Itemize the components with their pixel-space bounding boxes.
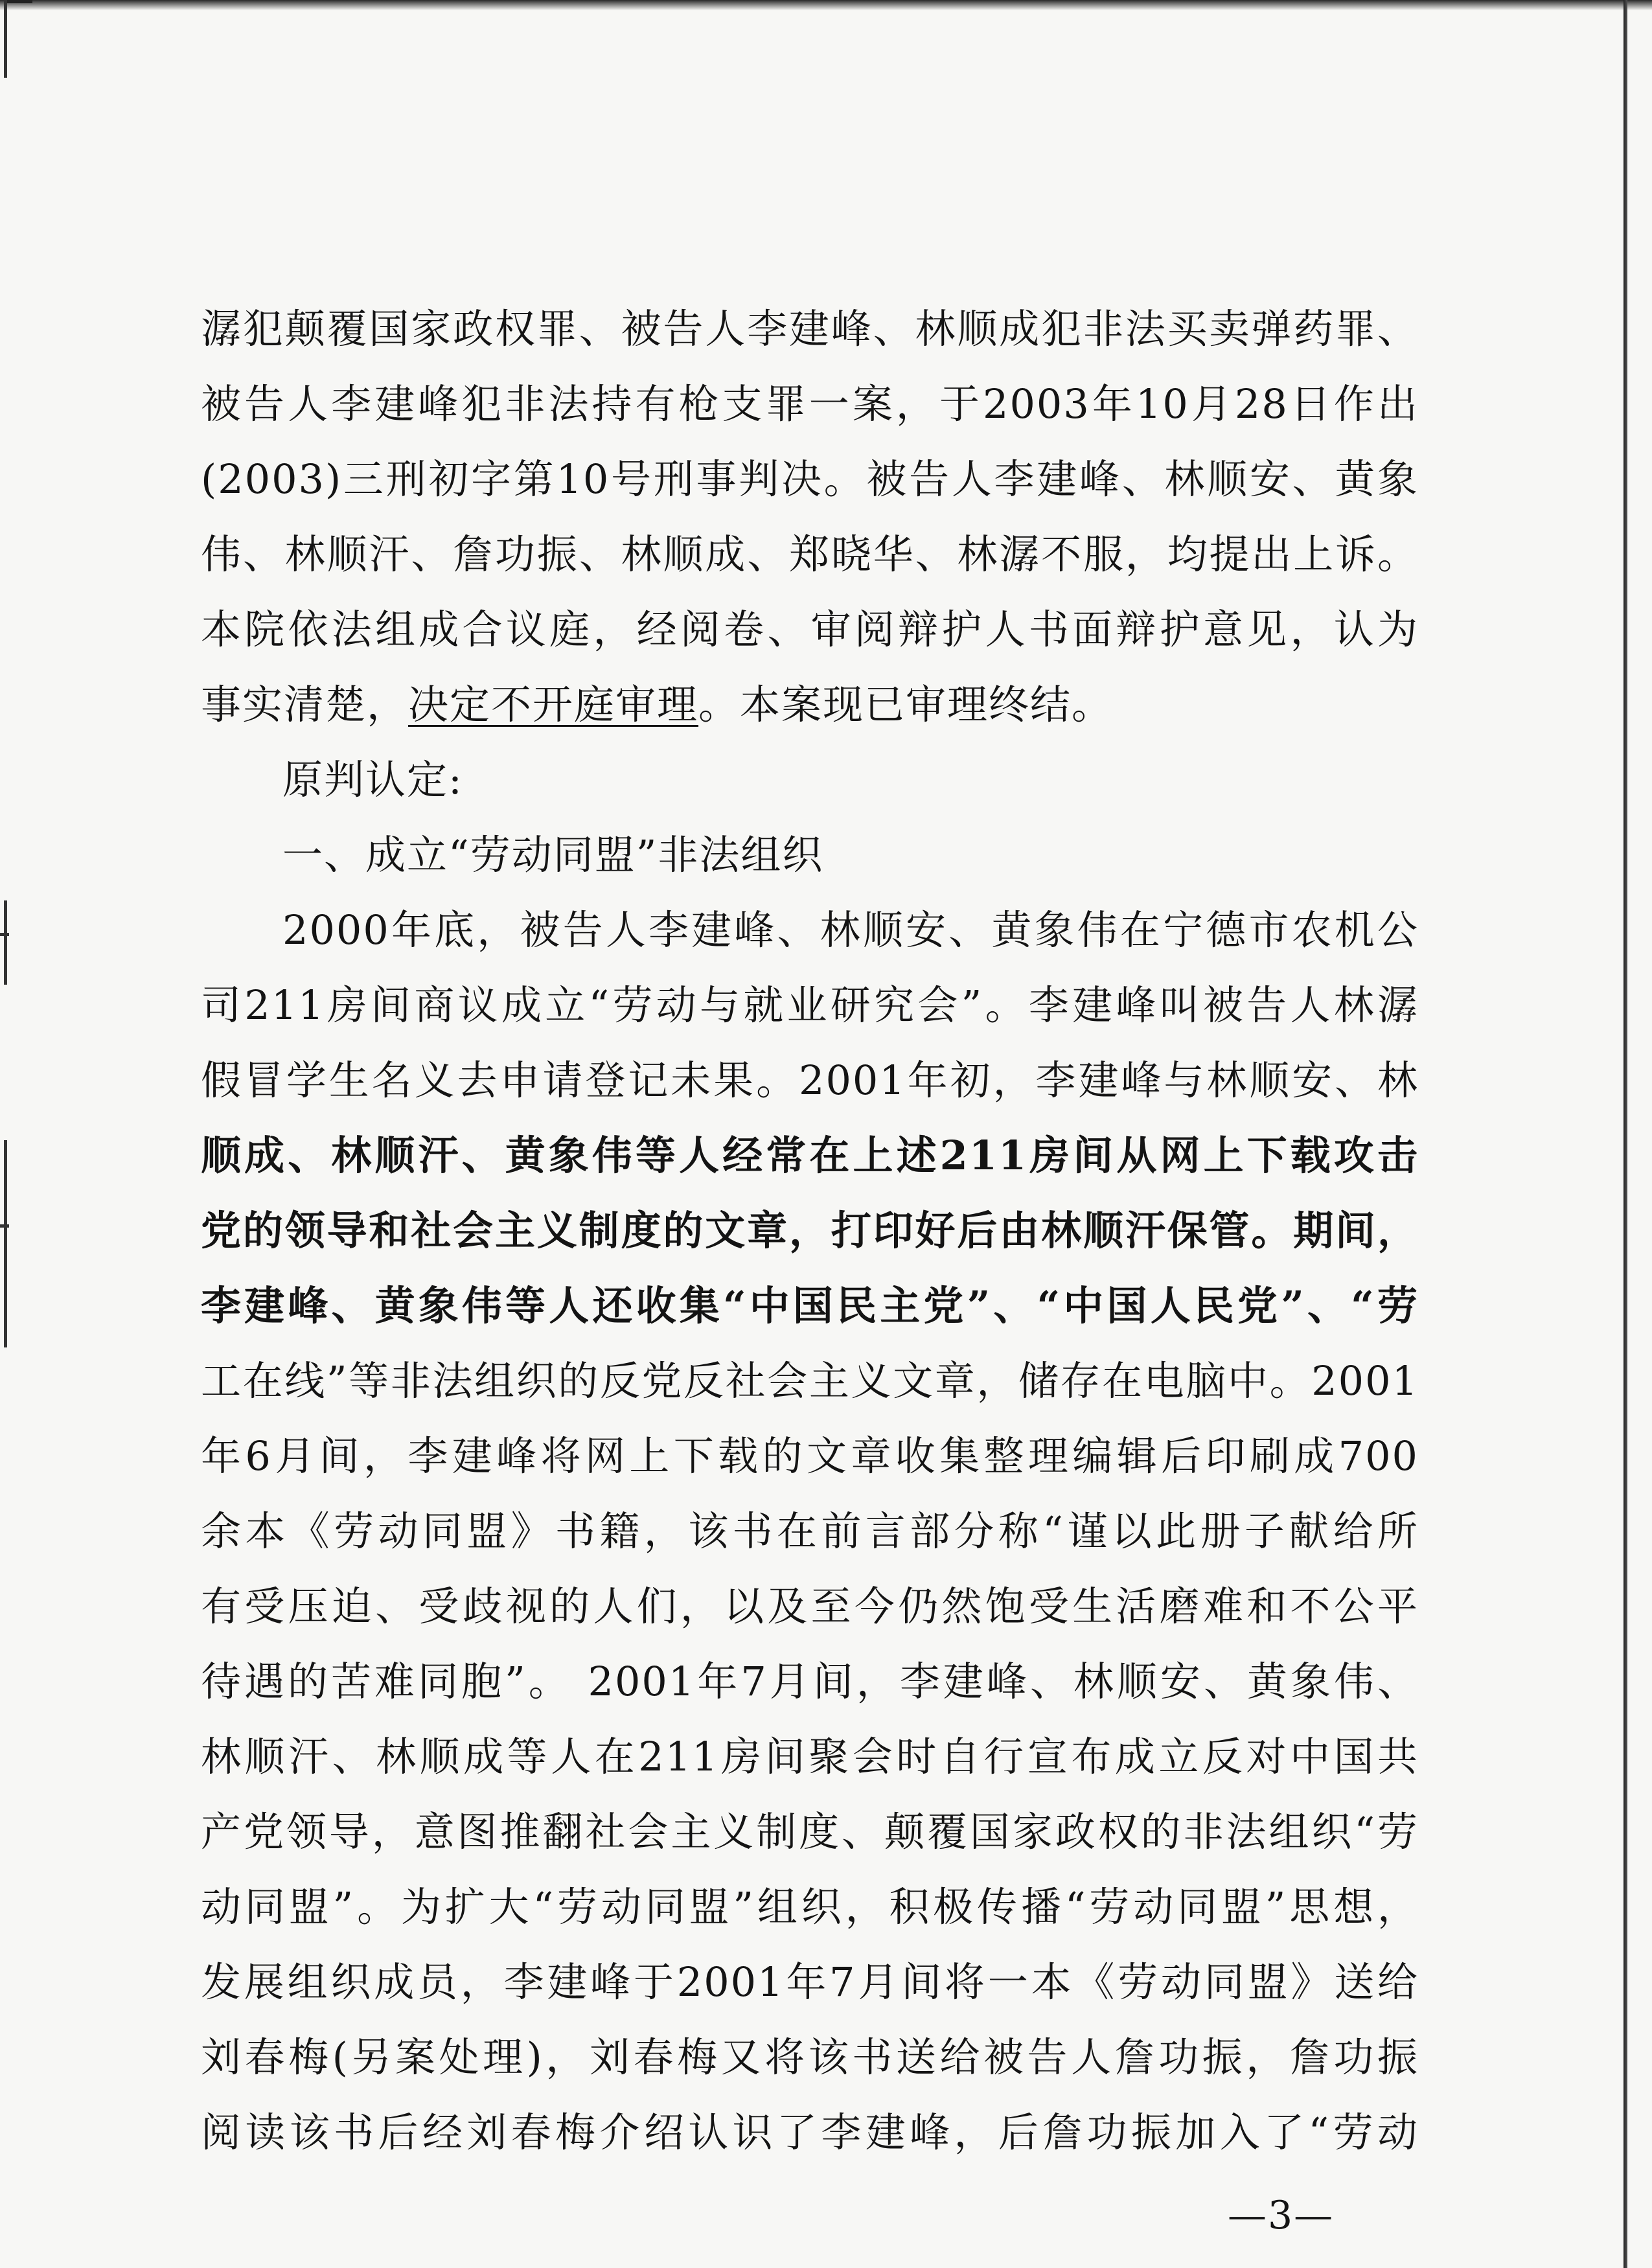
scan-left-mark xyxy=(4,1140,7,1347)
text-line: 阅读该书后经刘春梅介绍认识了李建峰，后詹功振加入了“劳动 xyxy=(201,2109,1419,2156)
text-line: 待遇的苦难同胞”。 2001年7月间，李建峰、林顺安、黄象伟、 xyxy=(201,1658,1419,1705)
text-line: 2000年底，被告人李建峰、林顺安、黄象伟在宁德市农机公 xyxy=(282,906,1419,954)
scan-edge-right xyxy=(1623,0,1627,2268)
underlined-phrase: 决定不开庭审理 xyxy=(408,681,699,728)
text-line: 刘春梅(另案处理)，刘春梅又将该书送给被告人詹功振，詹功振 xyxy=(201,2033,1419,2081)
text-line xyxy=(201,667,1419,742)
scan-corner-mark xyxy=(4,0,32,20)
text-line: 本院依法组成合议庭，经阅卷、审阅辩护人书面辩护意见，认为 xyxy=(201,606,1419,653)
text-line: 被告人李建峰犯非法持有枪支罪一案，于2003年10月28日作出 xyxy=(201,380,1419,428)
section-title: 一、成立“劳动同盟”非法组织 xyxy=(282,831,824,878)
text-line: 产党领导，意图推翻社会主义制度、颠覆国家政权的非法组织“劳 xyxy=(201,1808,1419,1855)
text-segment: 事实清楚， xyxy=(201,681,409,728)
text-line: 假冒学生名义去申请登记未果。2001年初，李建峰与林顺安、林 xyxy=(201,1057,1419,1104)
document-body xyxy=(201,292,1419,2170)
text-line: 司211房间商议成立“劳动与就业研究会”。李建峰叫被告人林潺 xyxy=(201,981,1419,1029)
page-number: —3— xyxy=(1228,2193,1335,2238)
text-line: 年6月间，李建峰将网上下载的文章收集整理编辑后印刷成700 xyxy=(201,1432,1419,1480)
text-line: 林顺汗、林顺成等人在211房间聚会时自行宣布成立反对中国共 xyxy=(201,1733,1419,1780)
text-line: 潺犯颠覆国家政权罪、被告人李建峰、林顺成犯非法买卖弹药罪、 xyxy=(201,305,1419,352)
scan-left-mark xyxy=(0,933,9,936)
scan-left-mark xyxy=(4,900,7,985)
text-line: (2003)三刑初字第10号刑事判决。被告人李建峰、林顺安、黄象 xyxy=(201,455,1419,503)
text-line: 伟、林顺汗、詹功振、林顺成、郑晓华、林潺不服，均提出上诉。 xyxy=(201,531,1419,578)
text-line: 党的领导和社会主义制度的文章，打印好后由林顺汗保管。期间， xyxy=(201,1207,1419,1254)
original-judgment-heading: 原判认定: xyxy=(282,756,463,803)
text-line: 动同盟”。为扩大“劳动同盟”组织，积极传播“劳动同盟”思想， xyxy=(201,1883,1419,1930)
text-segment: 。本案现已审理终结。 xyxy=(698,681,1114,728)
scan-left-mark xyxy=(4,0,7,78)
text-line: 李建峰、黄象伟等人还收集“中国民主党”、“中国人民党”、“劳 xyxy=(201,1282,1419,1329)
text-line: 有受压迫、受歧视的人们，以及至今仍然饱受生活磨难和不公平 xyxy=(201,1583,1419,1630)
text-line: 发展组织成员，李建峰于2001年7月间将一本《劳动同盟》送给 xyxy=(201,1958,1419,2006)
text-line: 顺成、林顺汗、黄象伟等人经常在上述211房间从网上下载攻击 xyxy=(201,1132,1419,1179)
scan-left-mark xyxy=(0,1224,9,1228)
scan-edge-top xyxy=(0,0,1652,10)
text-line: 工在线”等非法组织的反党反社会主义文章，储存在电脑中。2001 xyxy=(201,1357,1419,1404)
text-line: 余本《劳动同盟》书籍，该书在前言部分称“谨以此册子献给所 xyxy=(201,1507,1419,1555)
